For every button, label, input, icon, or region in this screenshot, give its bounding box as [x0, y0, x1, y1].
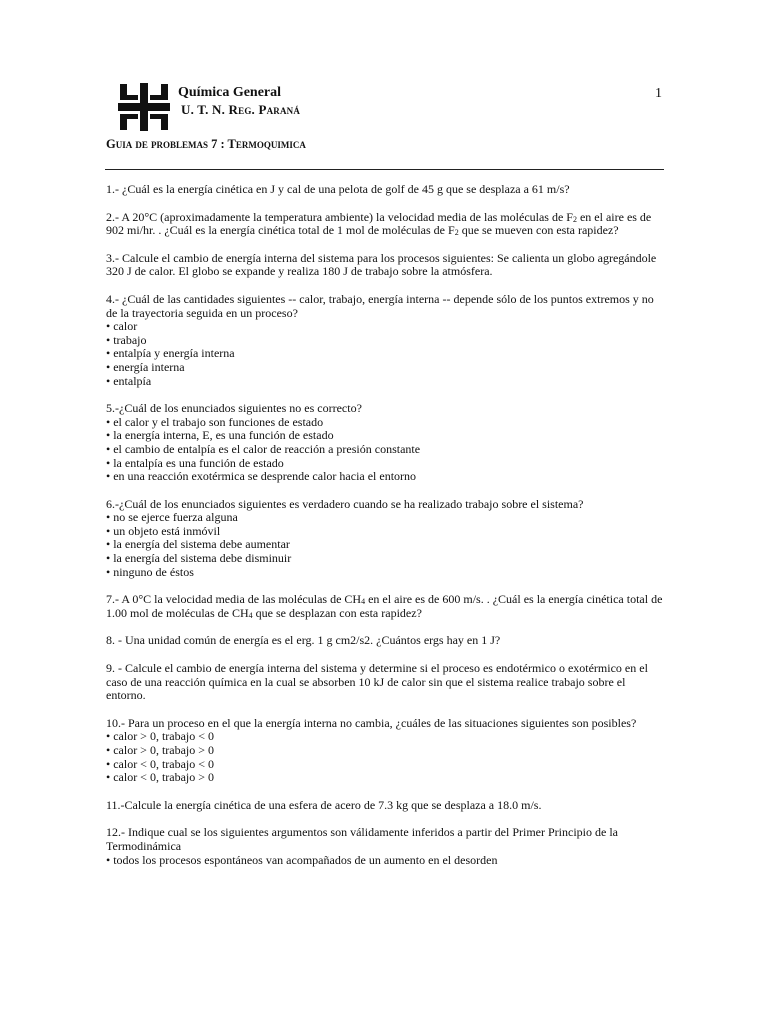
option-item: • ninguno de éstos: [106, 566, 666, 580]
problem-text: 9. - Calcule el cambio de energía interna del sistema y determine si el proceso es endotérmico o exotérmico en el caso de una reacción química en la cual se absorben 10 kJ de calor sin que el sistema realice trabajo sobre el entorno.: [106, 661, 648, 703]
problem-2: [106, 211, 666, 238]
problem-text: 11.-Calcule la energía cinética de una esfera de acero de 7.3 kg que se desplaza a 18.0 m/s.: [106, 797, 542, 812]
option-item: • la energía del sistema debe disminuir: [106, 552, 666, 566]
problem-text: 6.-¿Cuál de los enunciados siguientes es verdadero cuando se ha realizado trabajo sobre el sistema?: [106, 496, 584, 511]
problem-text: 8. - Una unidad común de energía es el erg. 1 g cm2/s2. ¿Cuántos ergs hay en 1 J?: [106, 633, 501, 648]
course-title: Química General: [178, 85, 282, 100]
problem-4: [106, 293, 666, 388]
institution-name: U. T. N. Reg. Paraná: [181, 102, 301, 117]
option-list: [106, 320, 666, 388]
problem-7: [106, 593, 666, 620]
option-item: • el cambio de entalpía es el calor de reacción a presión constante: [106, 443, 666, 457]
problem-text: 1.- ¿Cuál es la energía cinética en J y cal de una pelota de golf de 45 g que se desplaza a 61 m/s?: [106, 182, 570, 196]
problem-11: [106, 799, 666, 813]
problem-text: 4.- ¿Cuál de las cantidades siguientes -- calor, trabajo, energía interna -- depende sólo de los puntos extremos y no de la trayectoria seguida en un proceso?: [106, 291, 654, 320]
problem-text: 7.- A 0°C la velocidad media de las moléculas de $CH_4$ en el aire es de 600 m/s. . ¿Cuál es la energía cinética total de 1.00 mol de moléculas de $CH_4$ que se desplazan con esta rapidez?: [106, 592, 663, 620]
option-item: • la entalpía es una función de estado: [106, 457, 666, 471]
option-item: • todos los procesos espontáneos van acompañados de un aumento en el desorden: [106, 854, 666, 868]
problem-10: [106, 717, 666, 785]
option-item: • calor < 0, trabajo > 0: [106, 771, 666, 785]
option-item: • trabajo: [106, 334, 666, 348]
header-divider: [105, 169, 664, 170]
problem-8: [106, 634, 666, 648]
option-item: • en una reacción exotérmica se desprende calor hacia el entorno: [106, 470, 666, 484]
problem-1: [106, 183, 666, 197]
problem-list: [106, 183, 666, 881]
option-item: • calor: [106, 320, 666, 334]
problem-12: [106, 826, 666, 867]
guide-title: Guia de problemas 7 : Termoquimica: [106, 137, 306, 151]
option-item: • la energía interna, E, es una función de estado: [106, 429, 666, 443]
problem-text: 10.- Para un proceso en el que la energía interna no cambia, ¿cuáles de las situaciones siguientes son posibles?: [106, 715, 637, 730]
problem-text: 12.- Indique cual se los siguientes argumentos son válidamente inferidos a partir del Primer Principio de la Termodinámica: [106, 825, 618, 853]
utn-logo-icon: [118, 83, 170, 131]
option-item: • energía interna: [106, 361, 666, 375]
page-number: 1: [655, 86, 662, 101]
problem-text: 5.-¿Cuál de los enunciados siguientes no es correcto?: [106, 401, 362, 416]
option-item: • entalpía: [106, 375, 666, 389]
option-item: • calor < 0, trabajo < 0: [106, 758, 666, 772]
option-list: [106, 511, 666, 579]
option-item: • un objeto está inmóvil: [106, 525, 666, 539]
option-item: • entalpía y energía interna: [106, 347, 666, 361]
option-item: • calor > 0, trabajo < 0: [106, 730, 666, 744]
option-item: • el calor y el trabajo son funciones de estado: [106, 416, 666, 430]
problem-text: 3.- Calcule el cambio de energía interna del sistema para los procesos siguientes: Se calienta un globo agregándole 320 J de calor. El globo se expande y realiza 180 J de trabajo sobre la atmósfera.: [106, 250, 657, 279]
problem-9: [106, 662, 666, 703]
option-item: • calor > 0, trabajo > 0: [106, 744, 666, 758]
option-item: • la energía del sistema debe aumentar: [106, 538, 666, 552]
problem-6: [106, 498, 666, 580]
problem-3: [106, 252, 666, 279]
option-item: • no se ejerce fuerza alguna: [106, 511, 666, 525]
option-list: [106, 730, 666, 784]
problem-text: 2.- A 20°C (aproximadamente la temperatura ambiente) la velocidad media de las moléculas de $F_2$ en el aire es de 902 mi/hr. . ¿Cuál es la energía cinética total de 1 mol de moléculas de $F_2$ que se mueven con esta rapidez?: [106, 209, 652, 238]
option-list: [106, 854, 666, 868]
problem-5: [106, 402, 666, 484]
option-list: [106, 416, 666, 484]
